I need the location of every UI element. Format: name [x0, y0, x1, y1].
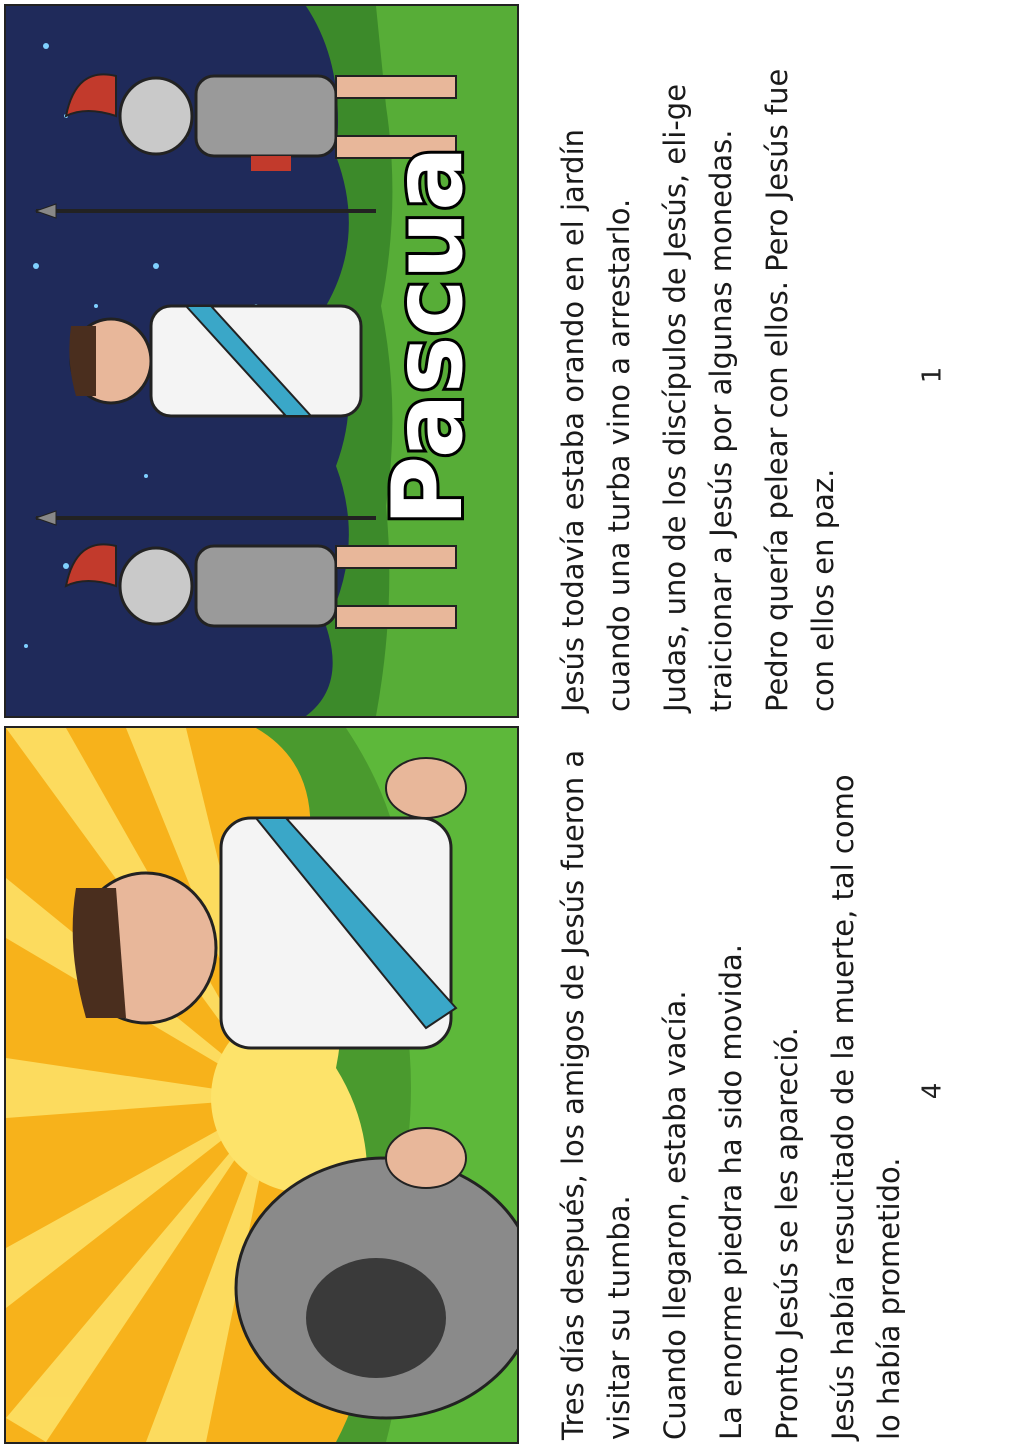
page-number: 1: [917, 366, 948, 384]
paragraph: Pronto Jesús se les apareció.: [770, 1027, 804, 1440]
paragraph: La enorme piedra ha sido movida.: [714, 944, 748, 1440]
arrest-illustration: [4, 4, 519, 718]
page-number: 4: [917, 1082, 948, 1100]
paragraph: Jesús todavía estaba orando en el jardín cuando una turba vino a arrestarlo.: [556, 128, 636, 712]
page-4-text: [550, 740, 922, 1440]
resurrection-illustration: [4, 726, 519, 1444]
paragraph: Tres días después, los amigos de Jesús fueron a visitar su tumba.: [556, 749, 636, 1440]
paragraph: Pedro quería pelear con ellos. Pero Jesús fue con ellos en paz.: [760, 68, 840, 712]
book-title: Pascua: [372, 146, 484, 526]
paragraph: Cuando llegaron, estaba vacía.: [658, 990, 692, 1440]
paragraph: Judas, uno de los discípulos de Jesús, eli-ge traicionar a Jesús por algunas monedas.: [658, 83, 738, 712]
page-1-text: [550, 22, 856, 712]
jesus-figure: [69, 306, 361, 416]
tomb-stone: [236, 1158, 517, 1418]
paragraph: Jesús había resucitado de la muerte, tal como lo había prometido.: [826, 774, 906, 1440]
